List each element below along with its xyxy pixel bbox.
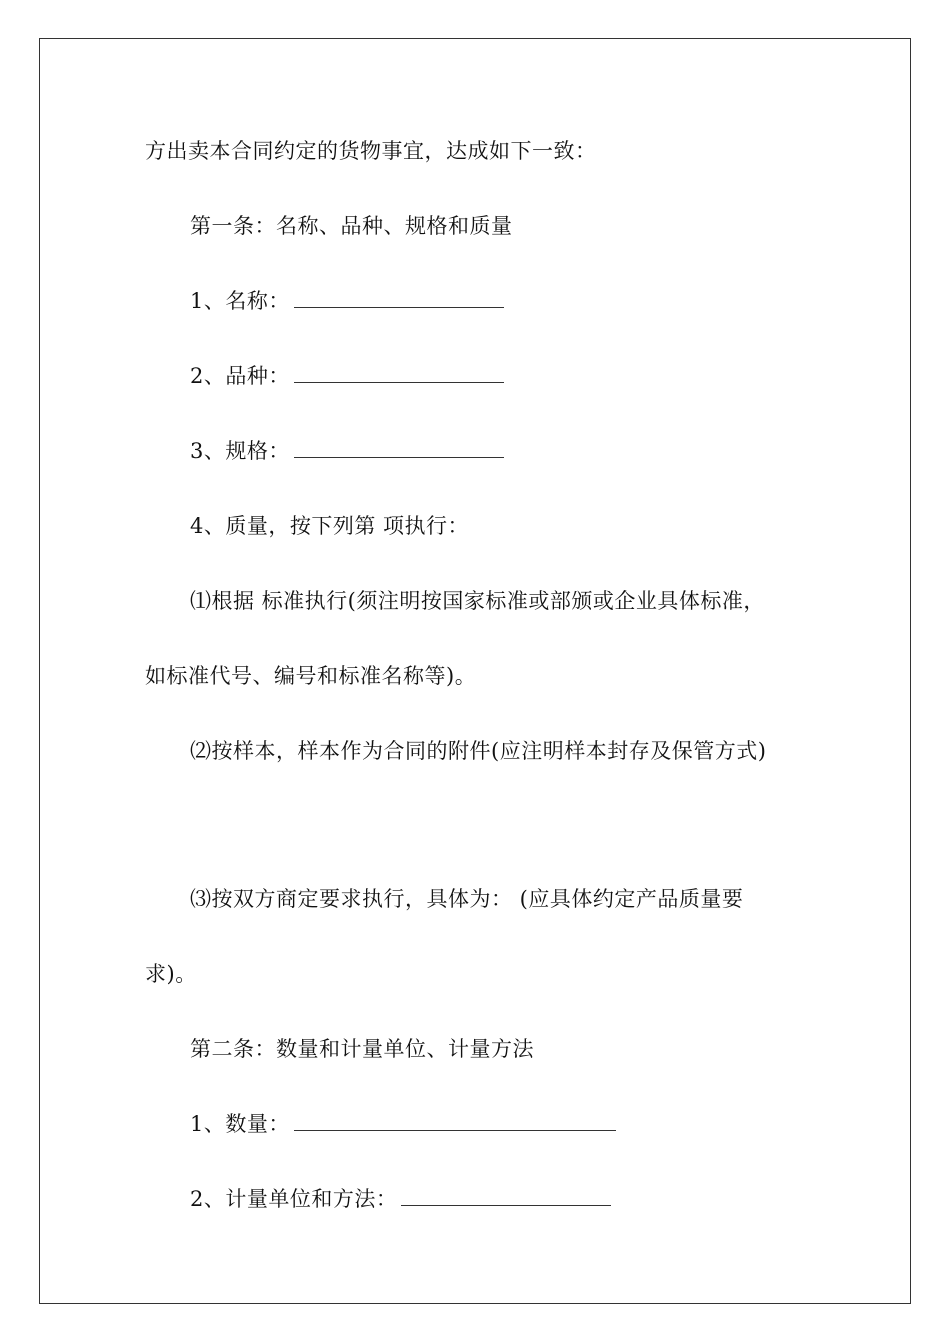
name-field-row xyxy=(190,286,504,316)
spec-label: 3、规格： xyxy=(190,439,290,463)
unit-method-label: 2、计量单位和方法： xyxy=(190,1187,398,1211)
variety-blank[interactable] xyxy=(294,364,504,383)
quality-line xyxy=(190,511,469,541)
variety-label: 2、品种： xyxy=(190,364,290,388)
quantity-blank[interactable] xyxy=(294,1112,616,1131)
name-blank[interactable] xyxy=(294,289,504,308)
quality-option-3-continued xyxy=(145,959,197,989)
quality-option-3-continued-text: 求)。 xyxy=(145,962,197,986)
article-2-heading-text: 第二条：数量和计量单位、计量方法 xyxy=(190,1037,534,1061)
quality-option-1-continued xyxy=(145,661,476,691)
article-1-heading-text: 第一条：名称、品种、规格和质量 xyxy=(190,214,513,238)
quality-option-2-line xyxy=(190,736,766,766)
intro-line xyxy=(145,136,597,166)
quantity-field-row xyxy=(190,1109,616,1139)
quality-option-1-line xyxy=(190,586,765,616)
quality-option-3-text: ⑶按双方商定要求执行，具体为： (应具体约定产品质量要 xyxy=(190,887,744,911)
name-label: 1、名称： xyxy=(190,289,290,313)
quality-option-1-text: ⑴根据 标准执行(须注明按国家标准或部颁或企业具体标准， xyxy=(190,589,765,613)
article-1-heading xyxy=(190,211,513,241)
unit-method-blank[interactable] xyxy=(401,1187,611,1206)
spec-blank[interactable] xyxy=(294,439,504,458)
quality-option-1-continued-text: 如标准代号、编号和标准名称等)。 xyxy=(145,664,477,688)
intro-text: 方出卖本合同约定的货物事宜，达成如下一致： xyxy=(145,139,597,163)
quality-text: 4、质量，按下列第 项执行： xyxy=(190,514,470,538)
quantity-label: 1、数量： xyxy=(190,1112,290,1136)
article-2-heading xyxy=(190,1034,534,1064)
quality-option-2-text: ⑵按样本，样本作为合同的附件(应注明样本封存及保管方式) xyxy=(190,739,767,763)
quality-option-3-line xyxy=(190,884,743,914)
spec-field-row xyxy=(190,436,504,466)
unit-method-field-row xyxy=(190,1184,611,1214)
variety-field-row xyxy=(190,361,504,391)
